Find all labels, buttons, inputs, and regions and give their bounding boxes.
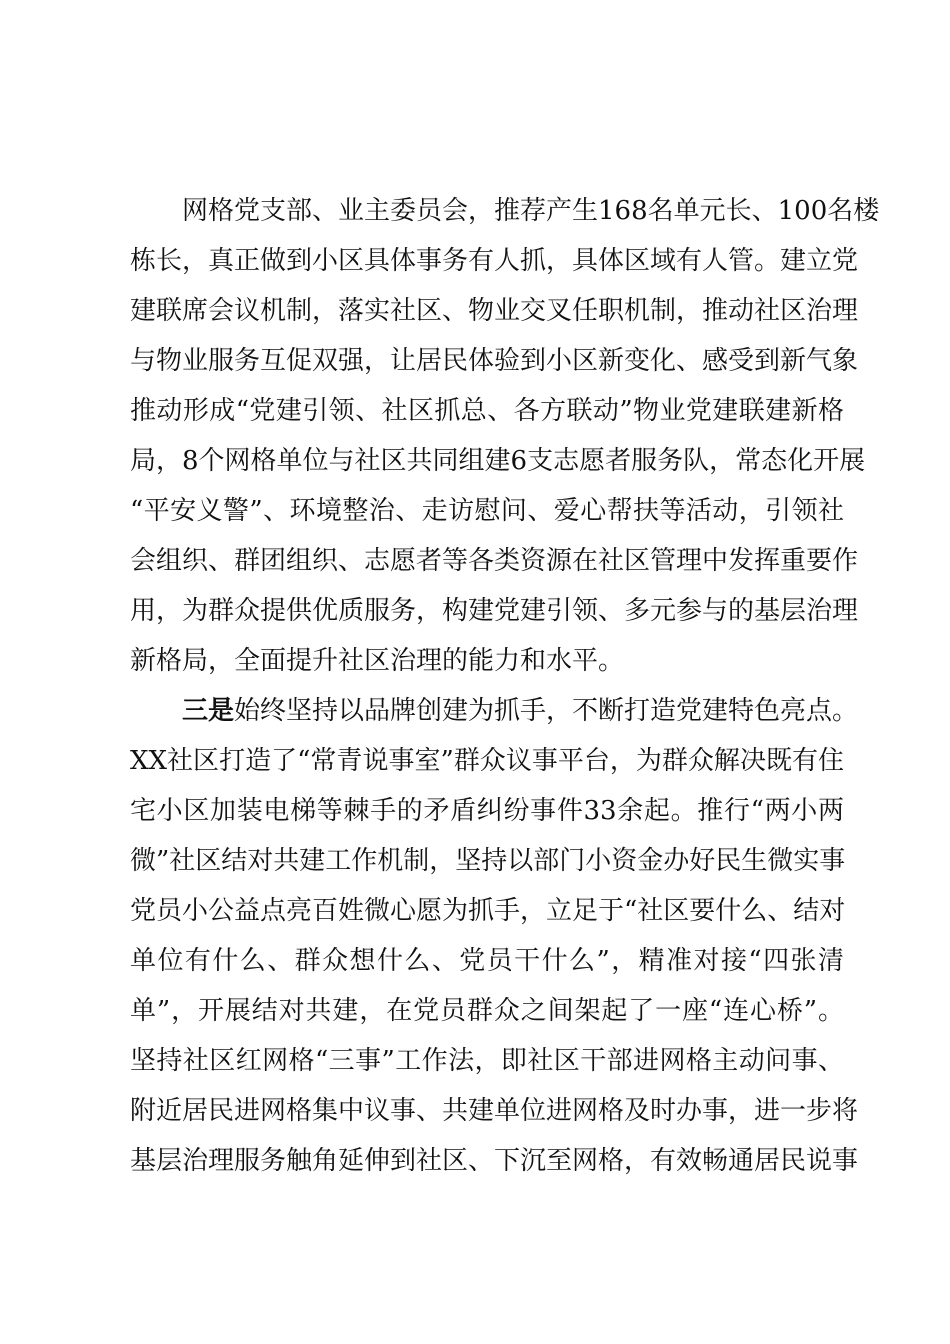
text-line-content: 单位有什么、群众想什么、党员干什么”，精准对接“四张清 [130,946,844,976]
text-line-content: 新格局，全面提升社区治理的能力和水平。 [130,646,625,676]
text-line-content: XX社区打造了“常青说事室”群众议事平台，为群众解决既有住 [130,746,844,776]
text-line [130,286,859,336]
text-line [130,436,866,486]
text-line-content: 单”，开展结对共建，在党员群众之间架起了一座“连心桥”。 [130,996,844,1026]
text-line-content: 附近居民进网格集中议事、共建单位进网格及时办事，进一步将 [130,1096,859,1126]
text-line [130,736,844,786]
text-line-content: 始终坚持以品牌创建为抓手，不断打造党建特色亮点。 [234,696,859,726]
text-line [130,386,844,436]
text-line-content: 用，为群众提供优质服务，构建党建引领、多元参与的基层治理 [130,596,859,626]
text-line-content: 党员小公益点亮百姓微心愿为抓手，立足于“社区要什么、结对 [130,896,846,926]
text-line [130,486,844,536]
text-line [130,186,880,236]
paragraph-lead: 三是 [182,696,235,726]
text-line [130,336,859,386]
text-line [130,886,844,936]
text-line-content: 与物业服务互促双强，让居民体验到小区新变化、感受到新气象 [130,346,859,376]
text-line-content: 局，8个网格单位与社区共同组建6支志愿者服务队，常态化开展 [130,446,866,476]
text-line [130,586,859,636]
text-line [130,686,859,736]
text-line-content: 推动形成“党建引领、社区抓总、各方联动”物业党建联建新格 [130,396,844,426]
text-line-content: 网格党支部、业主委员会，推荐产生168名单元长、100名楼 [182,196,880,226]
text-line [130,986,844,1036]
text-line-content: 建联席会议机制，落实社区、物业交叉任职机制，推动社区治理 [130,296,859,326]
text-line-content: “平安义警”、环境整治、走访慰问、爱心帮扶等活动，引领社 [130,496,844,526]
text-line [130,1136,859,1186]
text-line [130,1086,859,1136]
text-line [130,786,844,836]
text-line [130,1036,844,1086]
text-line-content: 基层治理服务触角延伸到社区、下沉至网格，有效畅通居民说事 [130,1146,859,1176]
text-line-content: 微”社区结对共建工作机制，坚持以部门小资金办好民生微实事 [130,846,846,876]
text-line-content: 坚持社区红网格“三事”工作法，即社区干部进网格主动问事、 [130,1046,844,1076]
text-line [130,636,844,686]
text-line [130,936,844,986]
text-line-content: 宅小区加装电梯等棘手的矛盾纠纷事件33余起。推行“两小两 [130,796,844,826]
text-line [130,236,859,286]
text-line [130,836,844,886]
body-text [130,186,880,1186]
text-line-content: 会组织、群团组织、志愿者等各类资源在社区管理中发挥重要作 [130,546,859,576]
text-line-content: 栋长，真正做到小区具体事务有人抓，具体区域有人管。建立党 [130,246,859,276]
text-line [130,536,859,586]
